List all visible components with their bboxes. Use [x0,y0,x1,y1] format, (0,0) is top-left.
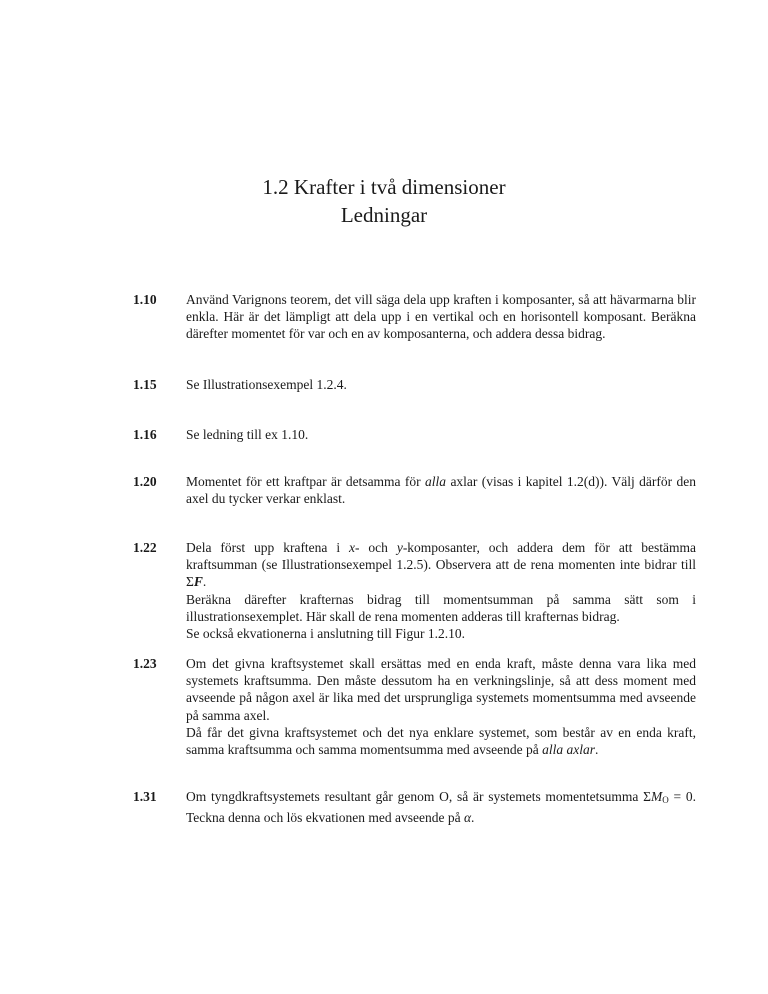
hint-text [186,376,696,393]
exercise-number: 1.10 [133,292,157,307]
page-title [0,173,768,229]
hint-text [186,788,696,826]
section-subtitle: Ledningar [340,203,428,227]
hint-paragraph: Se också ekvationerna i anslutning till Figur 1.2.10. [186,626,465,642]
hint-paragraph: Då får det givna kraftsystemet och det nya enklare systemet, som består av en enda kraft, samma kraftsumma och samma momentsumma med avseende på alla axlar. [186,724,696,758]
hint-paragraph: Se Illustrationsexempel 1.2.4. [186,377,347,392]
hint-paragraph: Se ledning till ex 1.10. [186,427,309,442]
math-alpha: α [463,810,472,826]
exercise-number: 1.20 [133,474,157,489]
exercise-number: 1.23 [133,656,157,671]
math-subscript: O [662,795,669,805]
hint-paragraph: Om det givna kraftsystemet skall ersättas med en enda kraft, måste denna vara lika med systemets kraftsumma. Den måste dessutom ha en verkningslinje, så att dess moment med avseende på någon axel är lika med det ursprungliga systemets momentsumma med avseende på samma axel. [186,656,696,723]
hint-paragraph: Beräkna därefter krafternas bidrag till momentsumman på samma sätt som i illustrationsexemplet. Här skall de rena momenten adderas till krafternas bidrag. [186,591,696,624]
hint-text [186,426,696,443]
math-moment: M [651,789,663,804]
hint-text [186,539,696,642]
exercise-number: 1.16 [133,427,157,442]
hint-text [186,655,696,758]
hint-text [186,473,696,507]
emphasis: alla [425,474,447,489]
exercise-number: 1.31 [133,789,157,804]
exercise-number: 1.15 [133,377,157,392]
hint-text [186,291,696,343]
math-y: y [396,540,403,555]
exercise-number: 1.22 [133,540,157,555]
emphasis: alla axlar [542,742,596,758]
math-x: x [349,540,355,555]
hint-paragraph: Momentet för ett kraftpar är detsamma för alla axlar (visas i kapitel 1.2(d)). Välj därför den axel du tycker verkar enklast. [186,474,696,507]
hint-paragraph: Använd Varignons teorem, det vill säga dela upp kraften i komposanter, så att hävarmarna blir enkla. Här är det lämpligt att dela upp i en vertikal och en horisontell komposant. Beräkna därefter momentet för var och en av komposanterna, och addera dessa bidrag. [186,292,696,342]
section-title: 1.2 Krafter i två dimensioner [262,175,506,199]
hint-paragraph: Dela först upp kraftena i x- och y-komposanter, och addera dem för att bestämma kraftsumman (se Illustrationsexempel 1.2.5). Observera att de rena momenten inte bidrar till ΣF. [186,540,696,590]
math-force-vector: F [193,574,203,590]
hint-paragraph: Om tyngdkraftsystemets resultant går genom O, så är systemets momentetsumma $\Sigma M_O = 0$. Teckna denna och lös ekvationen med avseende på α. [186,789,696,826]
